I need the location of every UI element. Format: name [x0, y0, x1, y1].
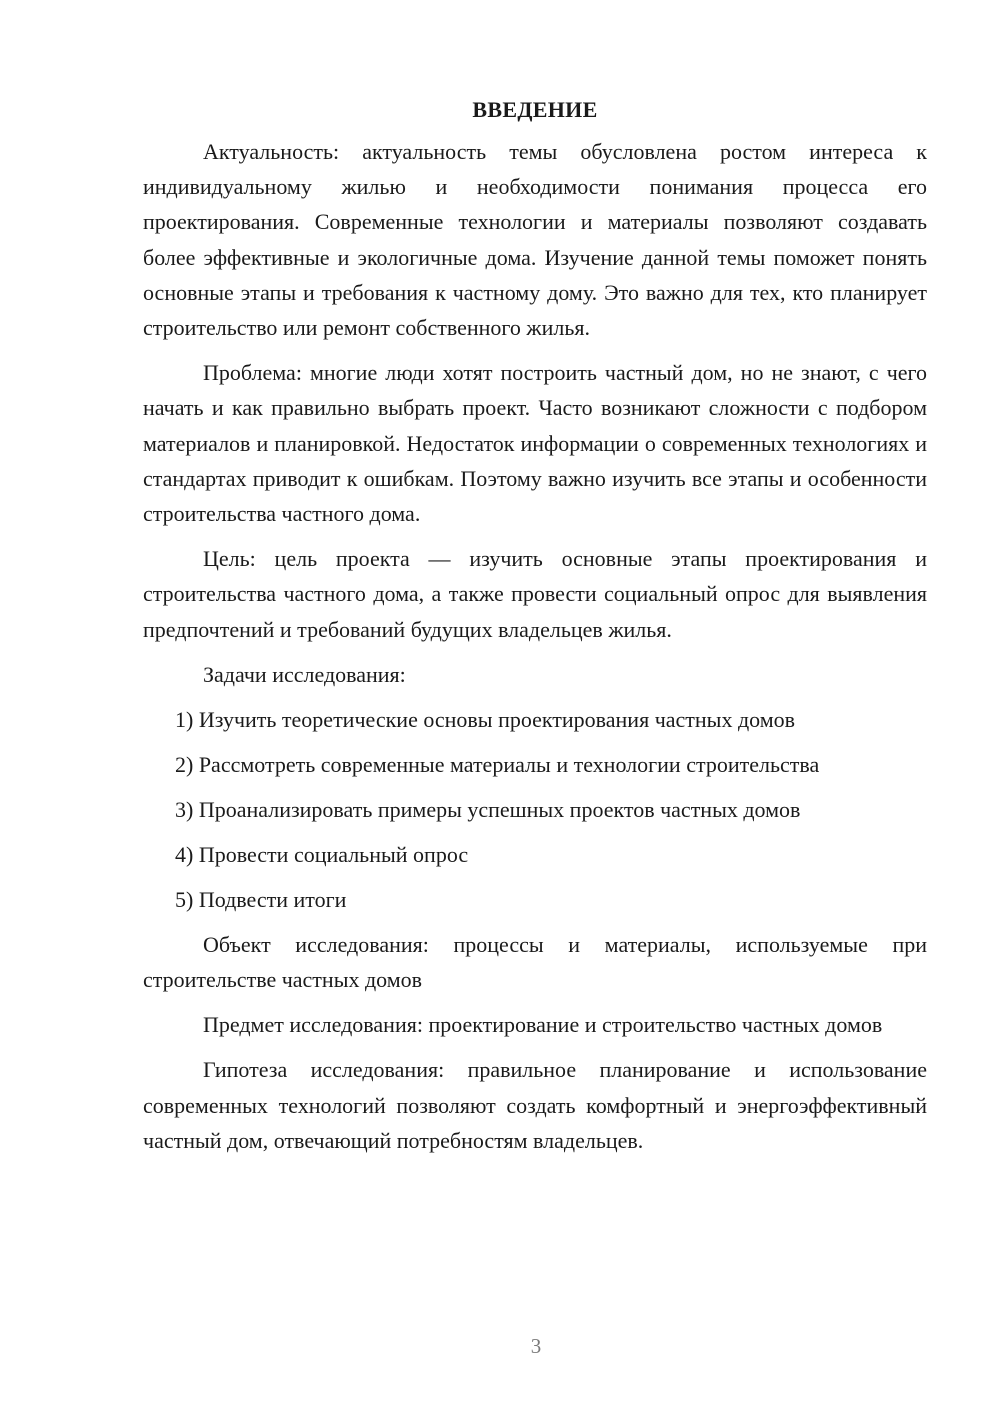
problem-paragraph: Проблема: многие люди хотят построить частный дом, но не знают, с чего начать и как правильно выбрать проект. Часто возникают сложности с подбором материалов и планировкой. Недостаток информации о современных технологиях и стандартах приводит к ошибкам. Поэтому важно изучить все этапы и особенности строительства частного дома.	[143, 360, 927, 527]
tasks-heading: Задачи исследования:	[203, 661, 406, 687]
list-item: 4) Провести социальный опрос	[175, 841, 469, 867]
page-number: 3	[530, 1334, 542, 1358]
object-paragraph: Объект исследования: процессы и материалы, используемые при строительстве частных домов	[143, 931, 927, 993]
section-title: ВВЕДЕНИЕ	[472, 97, 598, 122]
list-item: 2) Рассмотреть современные материалы и технологии строительства	[175, 751, 820, 777]
relevance-paragraph: Актуальность: актуальность темы обусловлена ростом интереса к индивидуальному жилью и необходимости понимания процесса его проектирования. Современные технологии и материалы позволяют создавать более эффективные и экологичные дома. Изучение данной темы поможет понять основные этапы и требования к частному дому. Это важно для тех, кто планирует строительство или ремонт собственного жилья.	[143, 139, 927, 341]
list-item: 3) Проанализировать примеры успешных проектов частных домов	[175, 796, 801, 822]
list-item: 1) Изучить теоретические основы проектирования частных домов	[175, 706, 796, 732]
subject-paragraph: Предмет исследования: проектирование и строительство частных домов	[203, 1012, 883, 1038]
document-page	[143, 92, 927, 1168]
tasks-list	[143, 702, 927, 917]
hypothesis-paragraph: Гипотеза исследования: правильное планирование и использование современных технологий позволяют создать комфортный и энергоэффективный частный дом, отвечающий потребностям владельцев.	[143, 1057, 927, 1153]
goal-paragraph: Цель: цель проекта — изучить основные этапы проектирования и строительства частного дома, а также провести социальный опрос для выявления предпочтений и требований будущих владельцев жилья.	[143, 546, 927, 642]
list-item: 5) Подвести итоги	[175, 886, 347, 912]
